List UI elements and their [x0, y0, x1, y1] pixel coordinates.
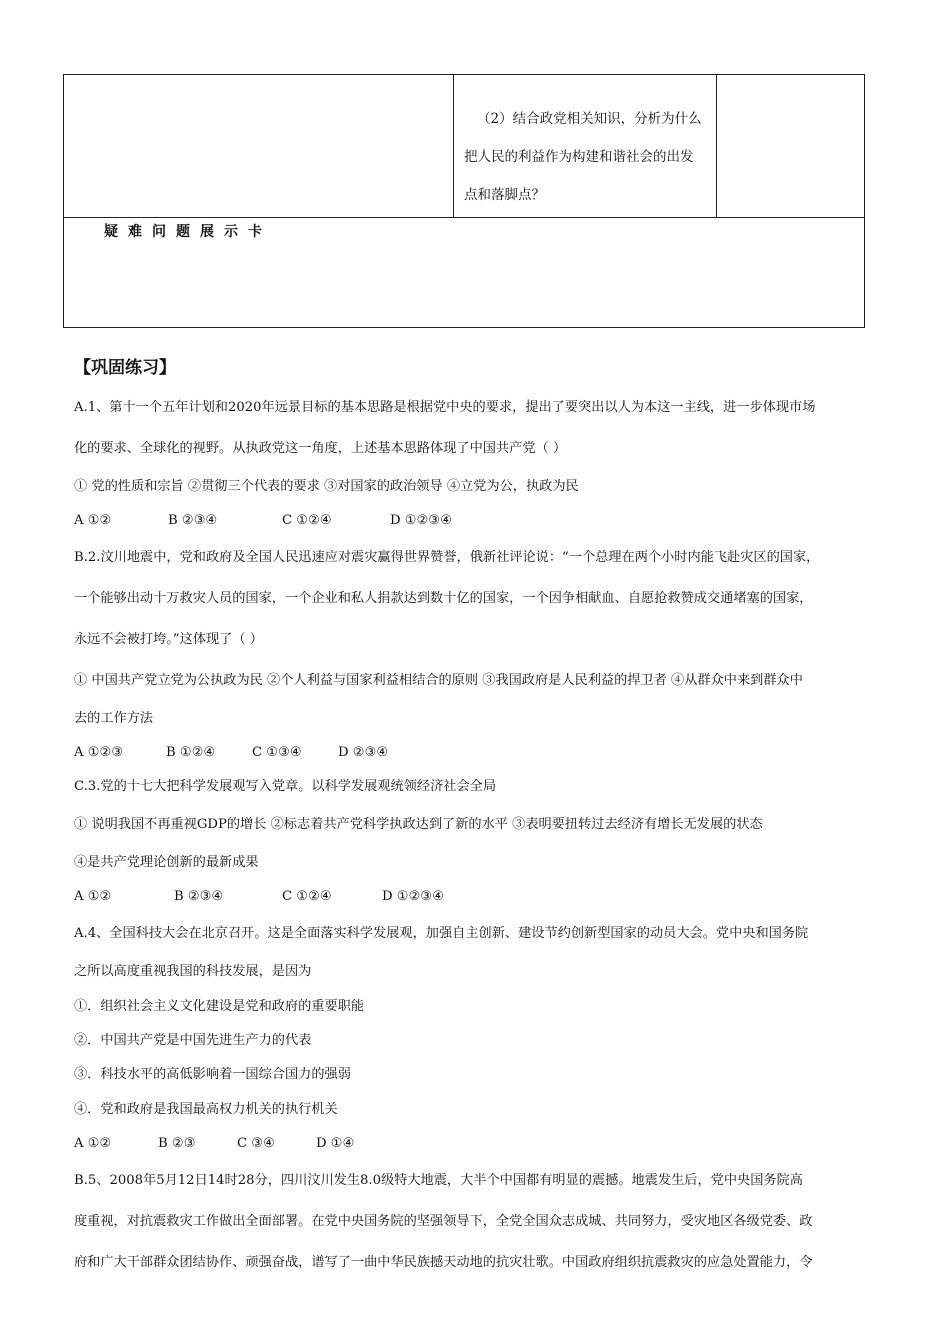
- question-statement: ②．中国共产党是中国先进生产力的代表: [74, 1032, 312, 1048]
- option: B ①②④: [166, 744, 216, 760]
- question-statements: ④是共产党理论创新的最新成果: [74, 854, 259, 870]
- question-text: 化的要求、全球化的视野。从执政党这一角度，上述基本思路体现了中国共产党（ ）: [74, 440, 567, 456]
- question-statements: ① 党的性质和宗旨 ②贯彻三个代表的要求 ③对国家的政治领导 ④立党为公，执政为民: [74, 478, 579, 494]
- question-text: 府和广大干部群众团结协作、顽强奋战，谱写了一曲中华民族撼天动地的抗灾壮歌。中国政府组织抗震救灾的应急处置能力，令: [74, 1255, 813, 1271]
- question-text: A.1、第十一个五年计划和2020年远景目标的基本思路是根据党中央的要求，提出了要突出以人为本这一主线，进一步体现市场: [74, 400, 816, 415]
- option: D ①②③④: [390, 512, 453, 528]
- table-cell-answer: [717, 75, 864, 217]
- question-line: 点和落脚点？: [464, 187, 545, 203]
- option: D ①②③④: [382, 888, 445, 904]
- question-statement: ③．科技水平的高低影响着一国综合国力的强弱: [74, 1067, 351, 1083]
- option: D ②③④: [338, 744, 389, 760]
- answer-options: [74, 504, 886, 538]
- question-line: 把人民的利益作为构建和谐社会的出发: [464, 149, 694, 165]
- question-statements: ① 说明我国不再重视GDP的增长 ②标志着共产党科学执政达到了新的水平 ③表明要扭转过去经济有增长无发展的状态: [74, 816, 763, 832]
- question-text: 一个能够出动十万救灾人员的国家，一个企业和私人捐款达到数十亿的国家，一个因争相献血、自愿抢救赞成交通堵塞的国家，: [74, 591, 813, 607]
- table-cell-question: [454, 75, 717, 217]
- option: C ①②④: [282, 888, 332, 904]
- question-statements: ① 中国共产党立党为公执政为民 ②个人利益与国家利益相结合的原则 ③我国政府是人民利益的捍卫者 ④从群众中来到群众中: [74, 672, 803, 688]
- option: A ①②: [74, 1136, 112, 1152]
- option: D ①④: [316, 1136, 355, 1152]
- exercise-content: [74, 388, 886, 1284]
- question-text: A.4、全国科技大会在北京召开。这是全面落实科学发展观，加强自主创新、建设节约创新型国家的动员大会。党中央和国务院: [74, 926, 809, 942]
- question-text: B.5、2008年5月12日14时28分，四川汶川发生8.0级特大地震，大半个中国都有明显的震撼。地震发生后，党中央国务院高: [74, 1173, 803, 1189]
- question-statement: ④．党和政府是我国最高权力机关的执行机关: [74, 1101, 338, 1117]
- difficulty-card-label: 疑难问题展示卡: [104, 224, 272, 240]
- answer-options: [74, 880, 886, 914]
- question-statement: ①．组织社会主义文化建设是党和政府的重要职能: [74, 998, 365, 1014]
- option: B ②③④: [168, 512, 218, 528]
- option: A ①②③: [74, 744, 124, 760]
- option: C ③④: [237, 1136, 275, 1152]
- answer-options: [74, 1127, 886, 1161]
- question-text: C.3.党的十七大把科学发展观写入党章。以科学发展观统领经济社会全局: [74, 779, 497, 795]
- option: C ①②④: [282, 512, 332, 528]
- option: A ①②: [74, 888, 112, 904]
- option: B ②③④: [174, 888, 224, 904]
- question-text: 之所以高度重视我国的科技发展，是因为: [74, 964, 312, 980]
- question-text: 度重视，对抗震救灾工作做出全面部署。在党中央国务院的坚强领导下，全党全国众志成城、共同努力，受灾地区各级党委、政: [74, 1214, 813, 1230]
- section-title: 【巩固练习】: [74, 358, 176, 378]
- option: A ①②: [74, 512, 112, 528]
- table-row: [64, 218, 864, 328]
- option: C ①③④: [252, 744, 302, 760]
- table-row: [64, 75, 864, 218]
- question-text: 永远不会被打垮。”这体现了（ ）: [74, 631, 263, 647]
- worksheet-table: [63, 74, 865, 328]
- option: B ②③: [158, 1136, 196, 1152]
- answer-options: [74, 736, 886, 770]
- question-text: B.2.汶川地震中，党和政府及全国人民迅速应对震灾赢得世界赞誉，俄新社评论说：“一个总理在两个小时内能飞赴灾区的国家，: [74, 550, 820, 566]
- table-cell-empty: [64, 75, 454, 217]
- question-statements: 去的工作方法: [74, 710, 154, 726]
- question-line: （2）结合政党相关知识，分析为什么: [477, 111, 702, 127]
